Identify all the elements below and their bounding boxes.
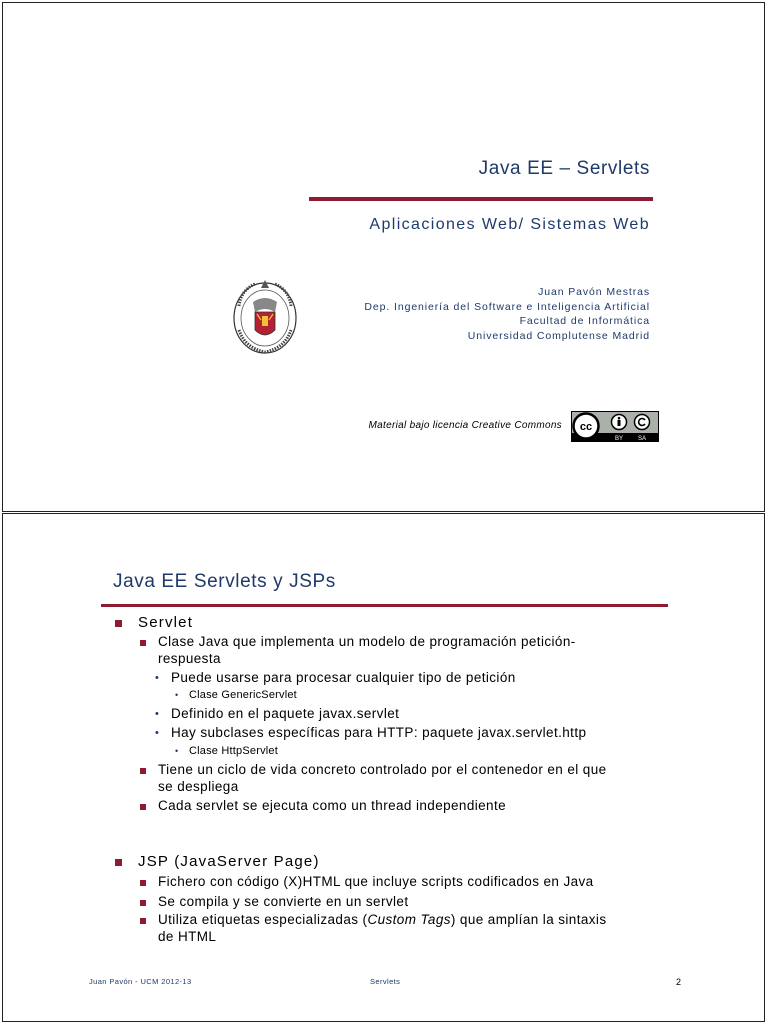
title-divider [309,197,653,201]
faculty: Facultad de Informática [519,315,650,327]
title-divider [101,604,668,607]
department: Dep. Ingeniería del Software e Inteligencia Artificial [364,300,650,313]
bullet-level2 [158,912,606,927]
footer-topic: Servlets [370,977,401,986]
text-part: ) que amplían la sintaxis [450,912,607,927]
slide-title: Java EE Servlets y JSPs [113,571,336,592]
bullet-level2: Clase Java que implementa un modelo de programación petición- [158,634,576,649]
bullet-level3: Definido en el paquete javax.servlet [171,706,400,721]
bullet-continuation: se despliega [158,779,239,794]
square-bullet-icon [140,768,146,774]
bullet-level4: Clase GenericServlet [189,689,297,701]
square-bullet-icon [115,620,122,627]
square-bullet-icon [140,804,146,810]
bullet-level2: Fichero con código (X)HTML que incluye scripts codificados en Java [158,874,594,889]
bullet-level4: Clase HttpServlet [189,745,278,757]
square-bullet-icon [140,640,146,646]
cc-sa-label: SA [637,436,647,442]
dot-bullet-icon: • [155,672,159,684]
dot-bullet-icon: • [175,690,179,700]
footer-author: Juan Pavón - UCM 2012-13 [89,977,192,986]
dot-bullet-icon: • [155,727,159,739]
slide-title: Java EE – Servlets [478,158,650,179]
dot-bullet-icon: • [175,746,179,756]
slide-subtitle: Aplicaciones Web/ Sistemas Web [369,216,650,233]
square-bullet-icon [140,880,146,886]
bullet-level2: Cada servlet se ejecuta como un thread independiente [158,798,507,813]
bullet-continuation: respuesta [158,651,221,666]
content-slide [2,513,765,1022]
university: Universidad Complutense Madrid [467,329,650,342]
custom-tags-emphasis: Custom Tags [367,912,451,927]
bullet-level1: JSP (JavaServer Page) [138,853,320,870]
page-number: 2 [676,977,682,987]
square-bullet-icon [115,859,122,866]
square-bullet-icon [140,918,146,924]
bullet-level2: Se compila y se convierte en un servlet [158,894,409,909]
bullet-level1: Servlet [138,614,194,631]
bullet-level2: Tiene un ciclo de vida concreto controlado por el contenedor en el que [158,762,607,777]
cc-by-label: BY [614,436,624,442]
bullet-continuation: de HTML [158,929,217,944]
dot-bullet-icon: • [155,708,159,720]
square-bullet-icon [140,900,146,906]
bullet-level3: Puede usarse para procesar cualquier tipo de petición [171,670,516,685]
cc-label: cc [579,421,593,433]
author-name: Juan Pavón Mestras [538,286,650,298]
license-text: Material bajo licencia Creative Commons [368,420,562,431]
bullet-level3: Hay subclases específicas para HTTP: paquete javax.servlet.http [171,725,587,740]
creative-commons-by-sa-icon [571,411,659,442]
text-part: Utiliza etiquetas especializadas ( [158,912,368,927]
author-info [364,285,650,343]
university-seal-icon [231,276,299,356]
title-slide [2,2,765,512]
